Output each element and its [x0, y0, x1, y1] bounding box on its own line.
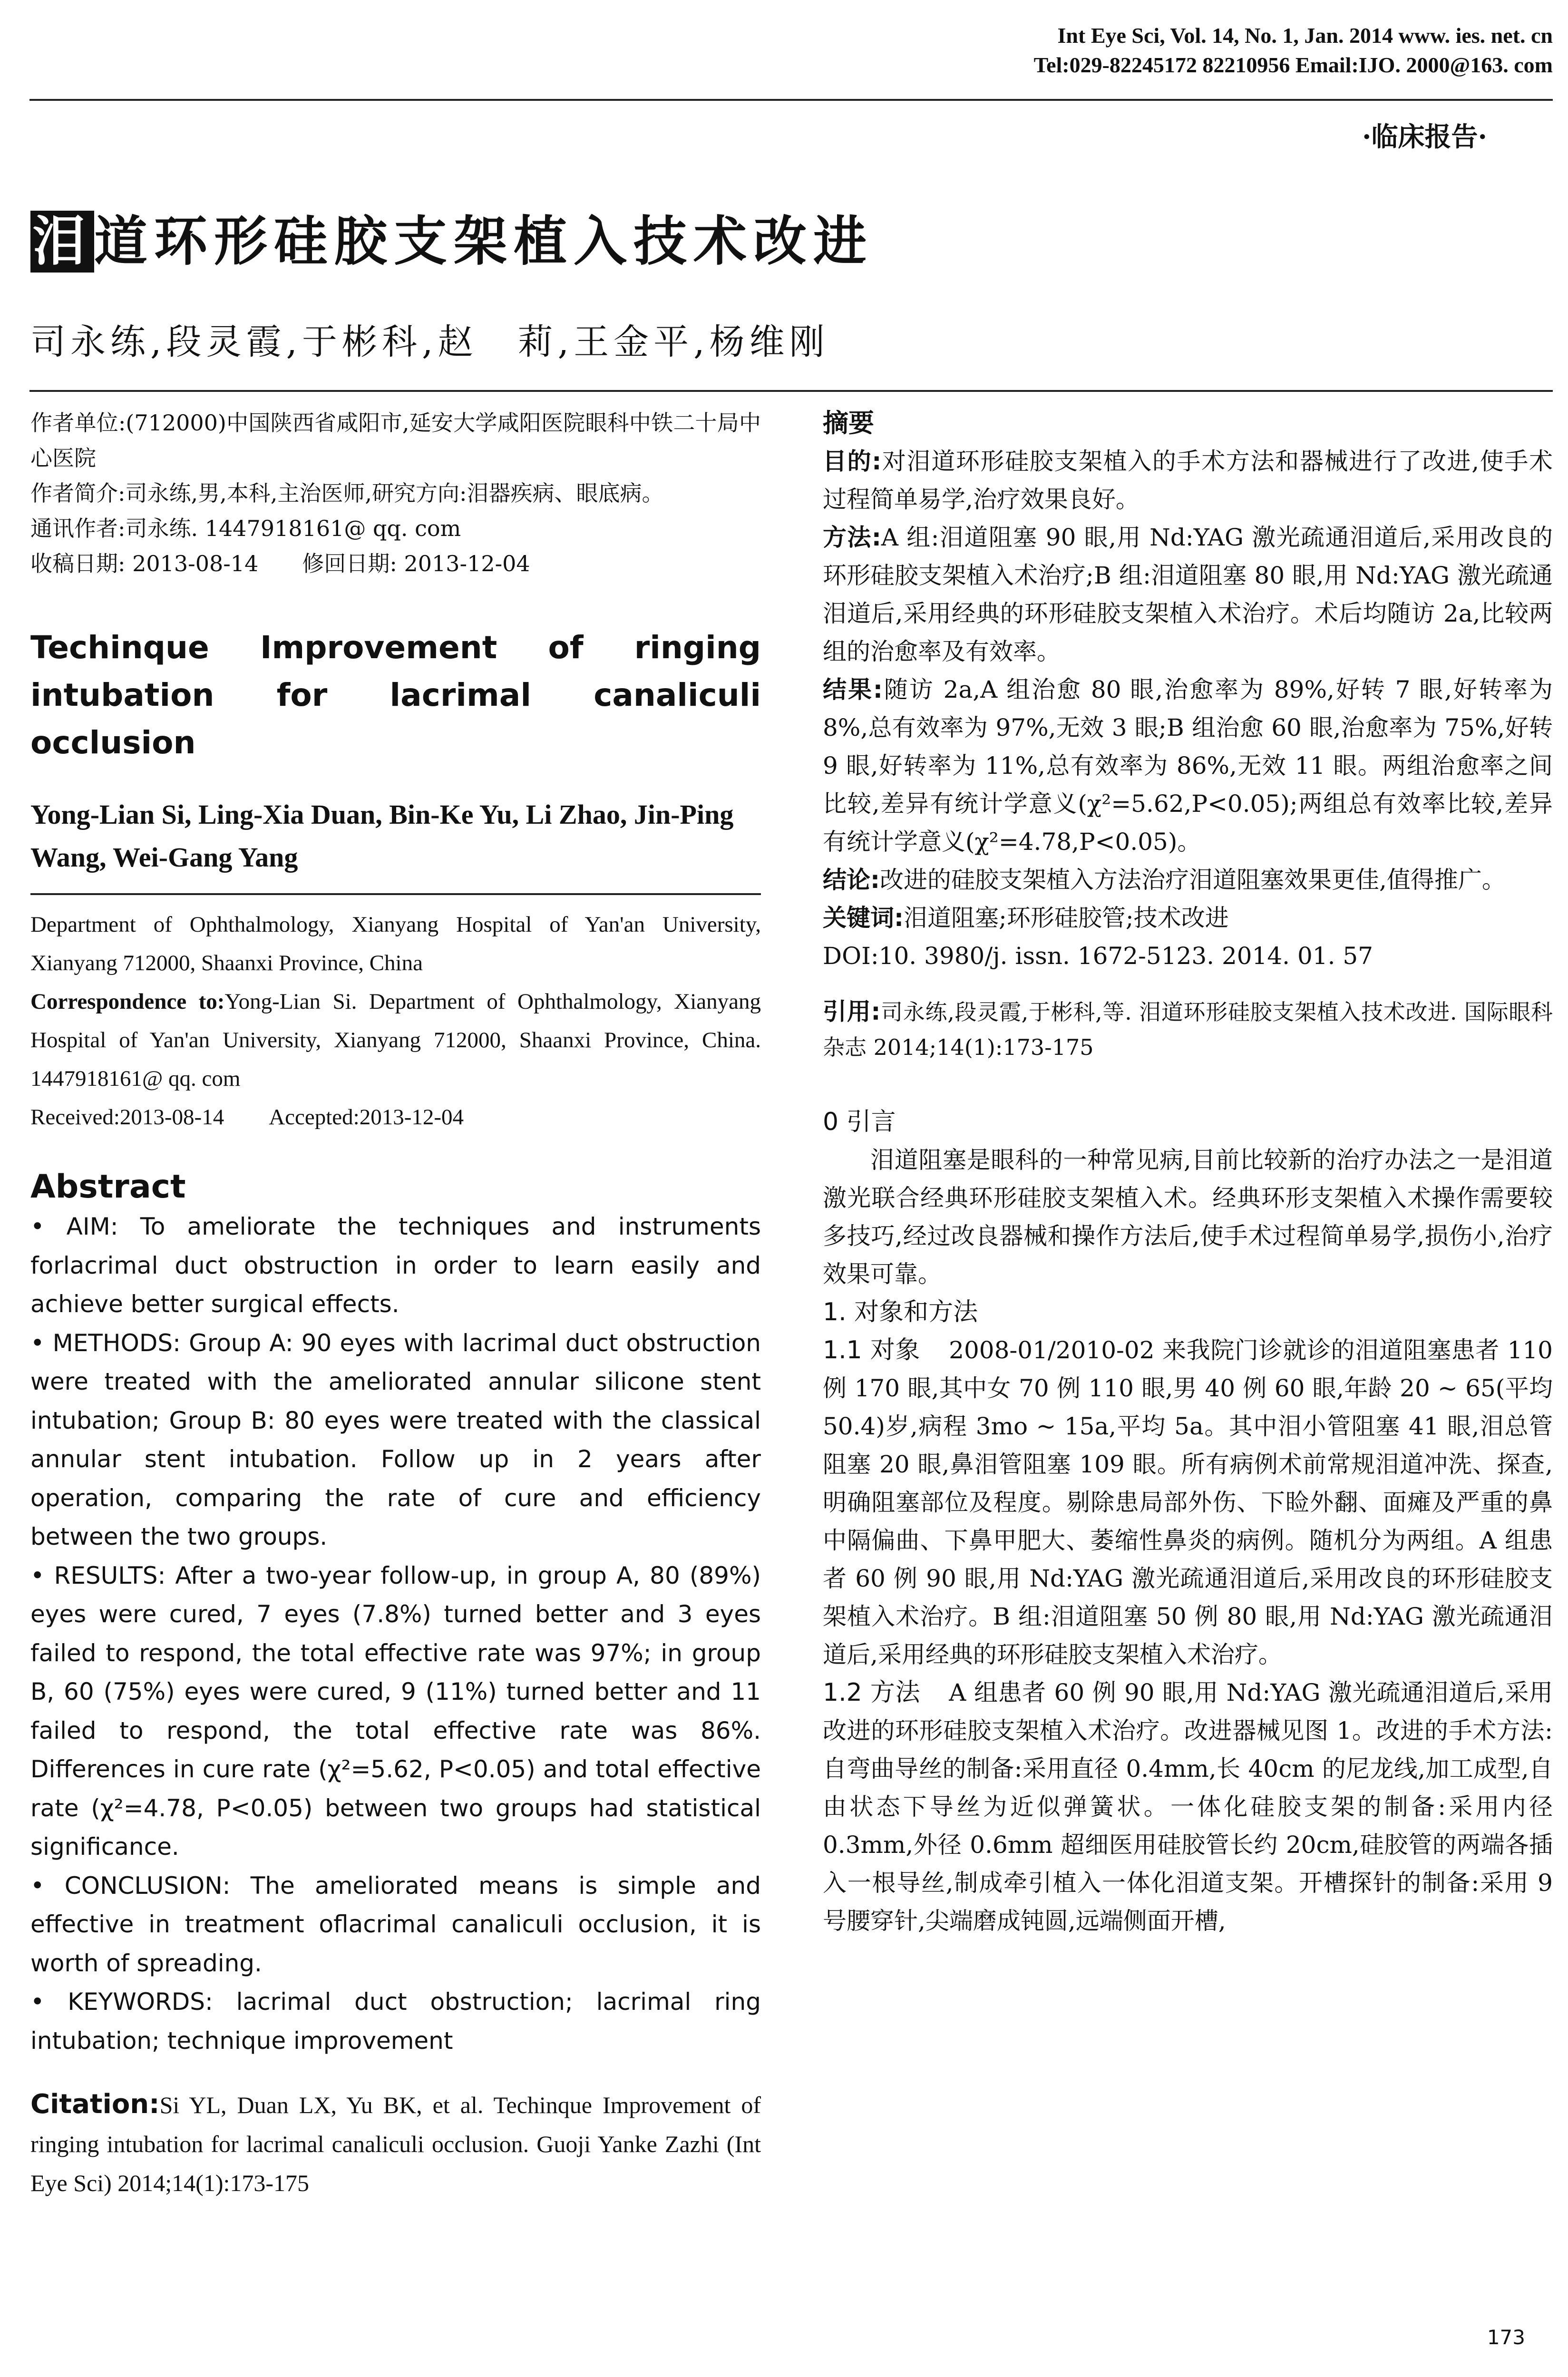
- received-accepted: Received:2013-08-14 Accepted:2013-12-04: [30, 1105, 464, 1130]
- summary-method: [823, 518, 1553, 671]
- summary-heading: 摘要: [823, 408, 874, 438]
- abstract-body: [30, 1208, 761, 2060]
- correspondence-text: Yong-Lian Si. Department of Ophthalmology, Xianyang Hospital of Yan'an University, Xianyang 712000, Shaanxi Province, China. 1447918161@ qq. com: [30, 989, 761, 1091]
- conclusion-label: 结论:: [823, 866, 880, 894]
- cite-cn-text: 司永练,段灵霞,于彬科,等. 泪道环形硅胶支架植入技术改进. 国际眼科杂志 2014;14(1):173-175: [823, 999, 1553, 1060]
- citation-label: Citation:: [30, 2089, 160, 2120]
- authors-cn: 司永练,段灵霞,于彬科,赵 莉,王金平,杨维刚: [30, 321, 829, 362]
- chinese-abstract: [823, 404, 1553, 975]
- intro-paragraph: 泪道阻塞是眼科的一种常见病,目前比较新的治疗办法之一是泪道激光联合经典环形硅胶支架植入术。经典环形支架植入术操作需要较多技巧,经过改良器械和操作方法后,使手术过程简单易学,损伤小,治疗效果可靠。: [823, 1146, 1553, 1288]
- keywords-label: 关键词:: [823, 904, 904, 932]
- english-title: Techinque Improvement of ringing intubation for lacrimal canaliculi occlusion: [30, 629, 761, 761]
- english-authors: Yong-Lian Si, Ling-Xia Duan, Bin-Ke Yu, Li Zhao, Jin-Ping Wang, Wei-Gang Yang: [30, 799, 734, 873]
- title-rest: 道环形硅胶支架植入技术改进: [94, 211, 873, 273]
- summary-conclusion: [823, 861, 1553, 899]
- section11-label: 1.1 对象: [823, 1336, 921, 1364]
- abstract-aim: • AIM: To ameliorate the techniques and instruments forlacrimal duct obstruction in order to learn easily and achieve better surgical effects.: [30, 1213, 761, 1318]
- cite-cn-label: 引用:: [823, 998, 881, 1025]
- department: Department of Ophthalmology, Xianyang Hospital of Yan'an University, Xianyang 712000, Shaanxi Province, China: [30, 912, 761, 975]
- summary-aim: [823, 442, 1553, 518]
- correspondence-cn: 通讯作者:司永练. 1447918161@ qq. com: [30, 516, 461, 541]
- affiliation-cn: 作者单位:(712000)中国陕西省咸阳市,延安大学咸阳医院眼科中铁二十局中心医院: [30, 410, 761, 471]
- authors-rule: [30, 893, 761, 895]
- bio-cn: 作者简介:司永练,男,本科,主治医师,研究方向:泪器疾病、眼底病。: [30, 480, 664, 506]
- title-initial: 泪: [30, 211, 94, 273]
- aim-label: 目的:: [823, 448, 882, 475]
- correspondence-label: Correspondence to:: [30, 989, 225, 1014]
- article-title: [30, 199, 873, 275]
- result-label: 结果:: [823, 676, 883, 703]
- journal-contact: Tel:029-82245172 82210956 Email:IJO. 2000@163. com: [1033, 53, 1553, 77]
- method-label: 方法:: [823, 524, 881, 551]
- abstract-methods: • METHODS: Group A: 90 eyes with lacrimal duct obstruction were treated with the ameliorated annular silicone stent intubation; Group B: 80 eyes were treated with the classical annular stent intubation. Follow up in 2 years after operation, comparing the rate of cure and efficiency between the two groups.: [30, 1329, 761, 1550]
- section1-heading: 1. 对象和方法: [823, 1298, 978, 1326]
- intro-heading: 0 引言: [823, 1108, 896, 1136]
- section12-text: A 组患者 60 例 90 眼,用 Nd:YAG 激光疏通泪道后,采用改进的环形硅胶支架植入术治疗。改进器械见图 1。改进的手术方法:自弯曲导丝的制备:采用直径 0.4mm,长 40cm 的尼龙线,加工成型,自由状态下导丝为近似弹簧状。一体化硅胶支架的制备:采用内径 0.3mm,外径 0.6mm 超细医用硅胶管长约 20cm,硅胶管的两端各插入一根导丝,制成牵引植入一体化泪道支架。开槽探针的制备:采用 9 号腰穿针,尖端磨成钝圆,远端侧面开槽,: [823, 1679, 1553, 1935]
- summary-keywords: [823, 899, 1553, 937]
- conclusion-text: 改进的硅胶支架植入方法治疗泪道阻塞效果更佳,值得推广。: [880, 866, 1506, 894]
- aim-text: 对泪道环形硅胶支架植入的手术方法和器械进行了改进,使手术过程简单易学,治疗效果良好。: [823, 448, 1553, 513]
- section11-paragraph: [823, 1331, 1553, 1674]
- title-rule: [29, 390, 1553, 392]
- result-text: 随访 2a,A 组治愈 80 眼,治愈率为 89%,好转 7 眼,好转率为 8%,总有效率为 97%,无效 3 眼;B 组治愈 60 眼,治愈率为 75%,好转 9 眼,好转率为 11%,总有效率为 86%,无效 11 眼。两组治愈率之间比较,差异有统计学意义(χ²=5.62,P<0.05);两组总有效率比较,差异有统计学意义(χ²=4.78,P<0.05)。: [823, 676, 1553, 856]
- right-column: [823, 404, 1553, 1940]
- header-rule: [29, 99, 1553, 101]
- author-info: [30, 405, 761, 581]
- keywords-text: 泪道阻塞;环形硅胶管;技术改进: [904, 904, 1229, 932]
- dates-cn: 收稿日期: 2013-08-14 修回日期: 2013-12-04: [30, 551, 530, 576]
- left-column: [30, 405, 761, 2202]
- journal-header: [1034, 21, 1553, 80]
- page-number: 173: [1487, 2326, 1525, 2349]
- section11-text: 2008-01/2010-02 来我院门诊就诊的泪道阻塞患者 110 例 170 眼,其中女 70 例 110 眼,男 40 例 60 眼,年龄 20 ~ 65(平均 50.4)岁,病程 3mo ~ 15a,平均 5a。其中泪小管阻塞 41 眼,泪总管阻塞 20 眼,鼻泪管阻塞 109 眼。所有病例术前常规泪道冲洗、探查,明确阻塞部位及程度。剔除患局部外伤、下睑外翻、面瘫及严重的鼻中隔偏曲、下鼻甲肥大、萎缩性鼻炎的病例。随机分为两组。A 组患者 60 例 90 眼,用 Nd:YAG 激光疏通泪道后,采用改良的环形硅胶支架植入术治疗。B 组:泪道阻塞 50 例 80 眼,用 Nd:YAG 激光疏通泪道后,采用经典的环形硅胶支架植入术治疗。: [823, 1336, 1553, 1668]
- abstract-heading: Abstract: [30, 1168, 186, 1206]
- abstract-results: • RESULTS: After a two-year follow-up, in group A, 80 (89%) eyes were cured, 7 eyes (7.8%) turned better and 3 eyes failed to respond, the total effective rate was 97%; in group B, 60 (75%) eyes were cured, 9 (11%) turned better and 11 failed to respond, the total effective rate was 86%. Differences in cure rate (χ²=5.62, P<0.05) and total effective rate (χ²=4.78, P<0.05) between two groups had statistical significance.: [30, 1561, 761, 1861]
- section12-paragraph: [823, 1674, 1553, 1940]
- cite-cn: [823, 994, 1553, 1065]
- method-text: A 组:泪道阻塞 90 眼,用 Nd:YAG 激光疏通泪道后,采用改良的环形硅胶支架植入术治疗;B 组:泪道阻塞 80 眼,用 Nd:YAG 激光疏通泪道后,采用经典的环形硅胶支架植入术治疗。术后均随访 2a,比较两组的治愈率及有效率。: [823, 524, 1553, 665]
- abstract-conclusion: • CONCLUSION: The ameliorated means is simple and effective in treatment oflacrimal canaliculi occlusion, it is worth of spreading.: [30, 1871, 761, 1977]
- citation: [30, 2085, 761, 2202]
- correspondence: [30, 983, 761, 1098]
- section12-label: 1.2 方法: [823, 1678, 921, 1707]
- doi: DOI:10. 3980/j. issn. 1672-5123. 2014. 01. 57: [823, 942, 1373, 970]
- abstract-keywords: • KEYWORDS: lacrimal duct obstruction; lacrimal ring intubation; technique improvement: [30, 1988, 761, 2055]
- summary-result: [823, 671, 1553, 861]
- english-affiliation: [30, 906, 761, 1137]
- citation-text: Si YL, Duan LX, Yu BK, et al. Techinque Improvement of ringing intubation for lacrimal canaliculi occlusion. Guoji Yanke Zazhi (Int Eye Sci) 2014;14(1):173-175: [30, 2092, 761, 2196]
- section-label: ·临床报告·: [1362, 121, 1487, 153]
- body-text: [823, 1103, 1553, 1940]
- journal-info: Int Eye Sci, Vol. 14, No. 1, Jan. 2014 www. ies. net. cn: [1057, 23, 1553, 48]
